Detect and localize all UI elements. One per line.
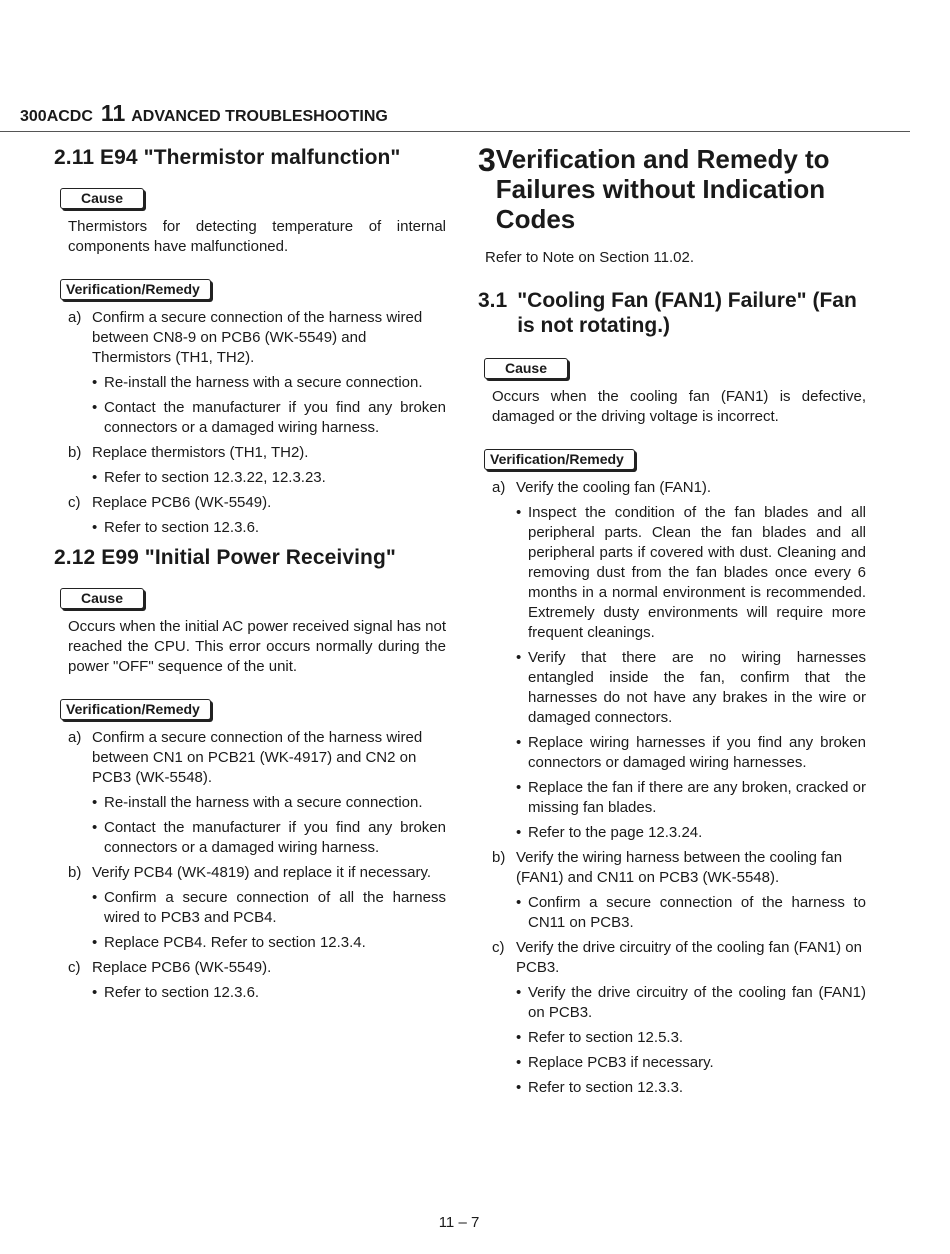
page-number: 11 – 7: [438, 1214, 480, 1231]
step-text: Confirm a secure connection of the harness wired between CN1 on PCB21 (WK-4917) and CN2 on PCB3 (WK-5548).: [92, 729, 423, 786]
cause-badge: Cause: [484, 358, 568, 379]
page-header: [20, 100, 388, 127]
section-title: Verification and Remedy to Failures without Indication Codes: [495, 144, 830, 234]
section-number: 3: [478, 142, 496, 178]
bullet-item: • Re-install the harness with a secure connection.: [92, 794, 423, 811]
bullet-item: • Refer to section 12.3.22, 12.3.23.: [92, 469, 326, 486]
bullet-item: • Contact the manufacturer if you find any broken connectors or a damaged wiring harness.: [92, 819, 446, 856]
bullet-item: • Replace the fan if there are any broken, cracked or missing fan blades.: [516, 779, 866, 816]
bullet-item: • Contact the manufacturer if you find any broken connectors or a damaged wiring harness.: [92, 399, 446, 436]
step-text: Replace PCB6 (WK-5549).: [92, 494, 272, 511]
bullet-item: • Replace PCB4. Refer to section 12.3.4.: [92, 934, 366, 951]
step-letter: b): [68, 864, 82, 881]
step-item: [68, 493, 446, 538]
bullet-item: • Verify that there are no wiring harnesses entangled inside the fan, confirm that the harnesses do not have any brakes in the wire or damaged connectors.: [516, 649, 866, 726]
cause-text: Thermistors for detecting temperature of internal components have malfunctioned.: [68, 218, 446, 255]
remedy-badge: Verification/Remedy: [60, 699, 211, 720]
step-item: [492, 938, 866, 1098]
step-item: [68, 863, 446, 953]
right-column: [478, 138, 866, 1103]
step-item: [68, 443, 446, 488]
bullet-item: • Refer to section 12.3.3.: [516, 1079, 684, 1096]
step-letter: a): [68, 729, 82, 746]
bullet-item: • Replace wiring harnesses if you find any broken connectors or damaged wiring harnesses.: [516, 734, 866, 771]
section-2-11: [54, 146, 446, 538]
step-item: [68, 958, 446, 1003]
step-item: [68, 308, 446, 438]
chapter-title: ADVANCED TROUBLESHOOTING: [131, 108, 388, 125]
step-letter: c): [492, 939, 505, 956]
bullet-item: • Confirm a secure connection of all the harness wired to PCB3 and PCB4.: [92, 889, 446, 926]
header-divider: [0, 131, 910, 132]
bullet-item: • Confirm a secure connection of the harness to CN11 on PCB3.: [516, 894, 866, 931]
section-note: Refer to Note on Section 11.02.: [485, 249, 695, 266]
step-text: Verify PCB4 (WK-4819) and replace it if necessary.: [92, 864, 432, 881]
remedy-badge: Verification/Remedy: [60, 279, 211, 300]
left-column: [54, 138, 446, 1008]
step-text: Confirm a secure connection of the harness wired between CN8-9 on PCB6 (WK-5549) and Thermistors (TH1, TH2).: [92, 309, 423, 366]
remedy-steps: [68, 308, 446, 538]
remedy-steps: [68, 728, 446, 1003]
cause-text: Occurs when the initial AC power received signal has not reached the CPU. This error occurs normally during the power "OFF" sequence of the unit.: [68, 618, 446, 675]
step-text: Verify the wiring harness between the cooling fan (FAN1) and CN11 on PCB3 (WK-5548).: [516, 849, 843, 886]
step-text: Verify the cooling fan (FAN1).: [516, 479, 712, 496]
step-letter: c): [68, 494, 81, 511]
section-heading: 2.11 E94 "Thermistor malfunction": [54, 146, 401, 169]
bullet-item: • Refer to section 12.5.3.: [516, 1029, 684, 1046]
cause-text: Occurs when the cooling fan (FAN1) is defective, damaged or the driving voltage is incorrect.: [492, 388, 866, 425]
bullet-item: • Refer to section 12.3.6.: [92, 519, 260, 536]
step-letter: b): [492, 849, 506, 866]
bullet-item: • Refer to the page 12.3.24.: [516, 824, 703, 841]
bullet-item: • Verify the drive circuitry of the cooling fan (FAN1) on PCB3.: [516, 984, 866, 1021]
bullet-item: • Inspect the condition of the fan blades and all peripheral parts. Clean the fan blades and all peripheral parts if covered with dust. Cleaning and removing dust from the fan blades once every 6 months in a normal environment is recommended. Extremely dusty environments will require more frequent cleanings.: [516, 504, 866, 641]
remedy-steps: [492, 478, 866, 1098]
step-text: Replace thermistors (TH1, TH2).: [92, 444, 309, 461]
step-letter: c): [68, 959, 81, 976]
section-heading: 2.12 E99 "Initial Power Receiving": [54, 546, 396, 569]
bullet-item: • Re-install the harness with a secure connection.: [92, 374, 423, 391]
chapter-number: 11: [100, 100, 126, 126]
bullet-item: • Refer to section 12.3.6.: [92, 984, 260, 1001]
bullet-item: • Replace PCB3 if necessary.: [516, 1054, 714, 1071]
step-item: [492, 478, 866, 843]
step-text: Verify the drive circuitry of the cooling fan (FAN1) on PCB3.: [516, 939, 862, 976]
step-item: [492, 848, 866, 933]
section-2-12: [54, 546, 446, 1003]
subsection-number: 3.1: [478, 289, 508, 312]
subsection-3-1-heading: [478, 288, 866, 338]
step-letter: a): [68, 309, 82, 326]
step-letter: a): [492, 479, 506, 496]
section-3-heading: [478, 144, 866, 234]
step-text: Replace PCB6 (WK-5549).: [92, 959, 272, 976]
step-letter: b): [68, 444, 82, 461]
cause-badge: Cause: [60, 188, 144, 209]
subsection-title: "Cooling Fan (FAN1) Failure" (Fan is not rotating.): [517, 289, 857, 337]
model-name: 300ACDC: [20, 108, 93, 125]
step-item: [68, 728, 446, 858]
remedy-badge: Verification/Remedy: [484, 449, 635, 470]
cause-badge: Cause: [60, 588, 144, 609]
